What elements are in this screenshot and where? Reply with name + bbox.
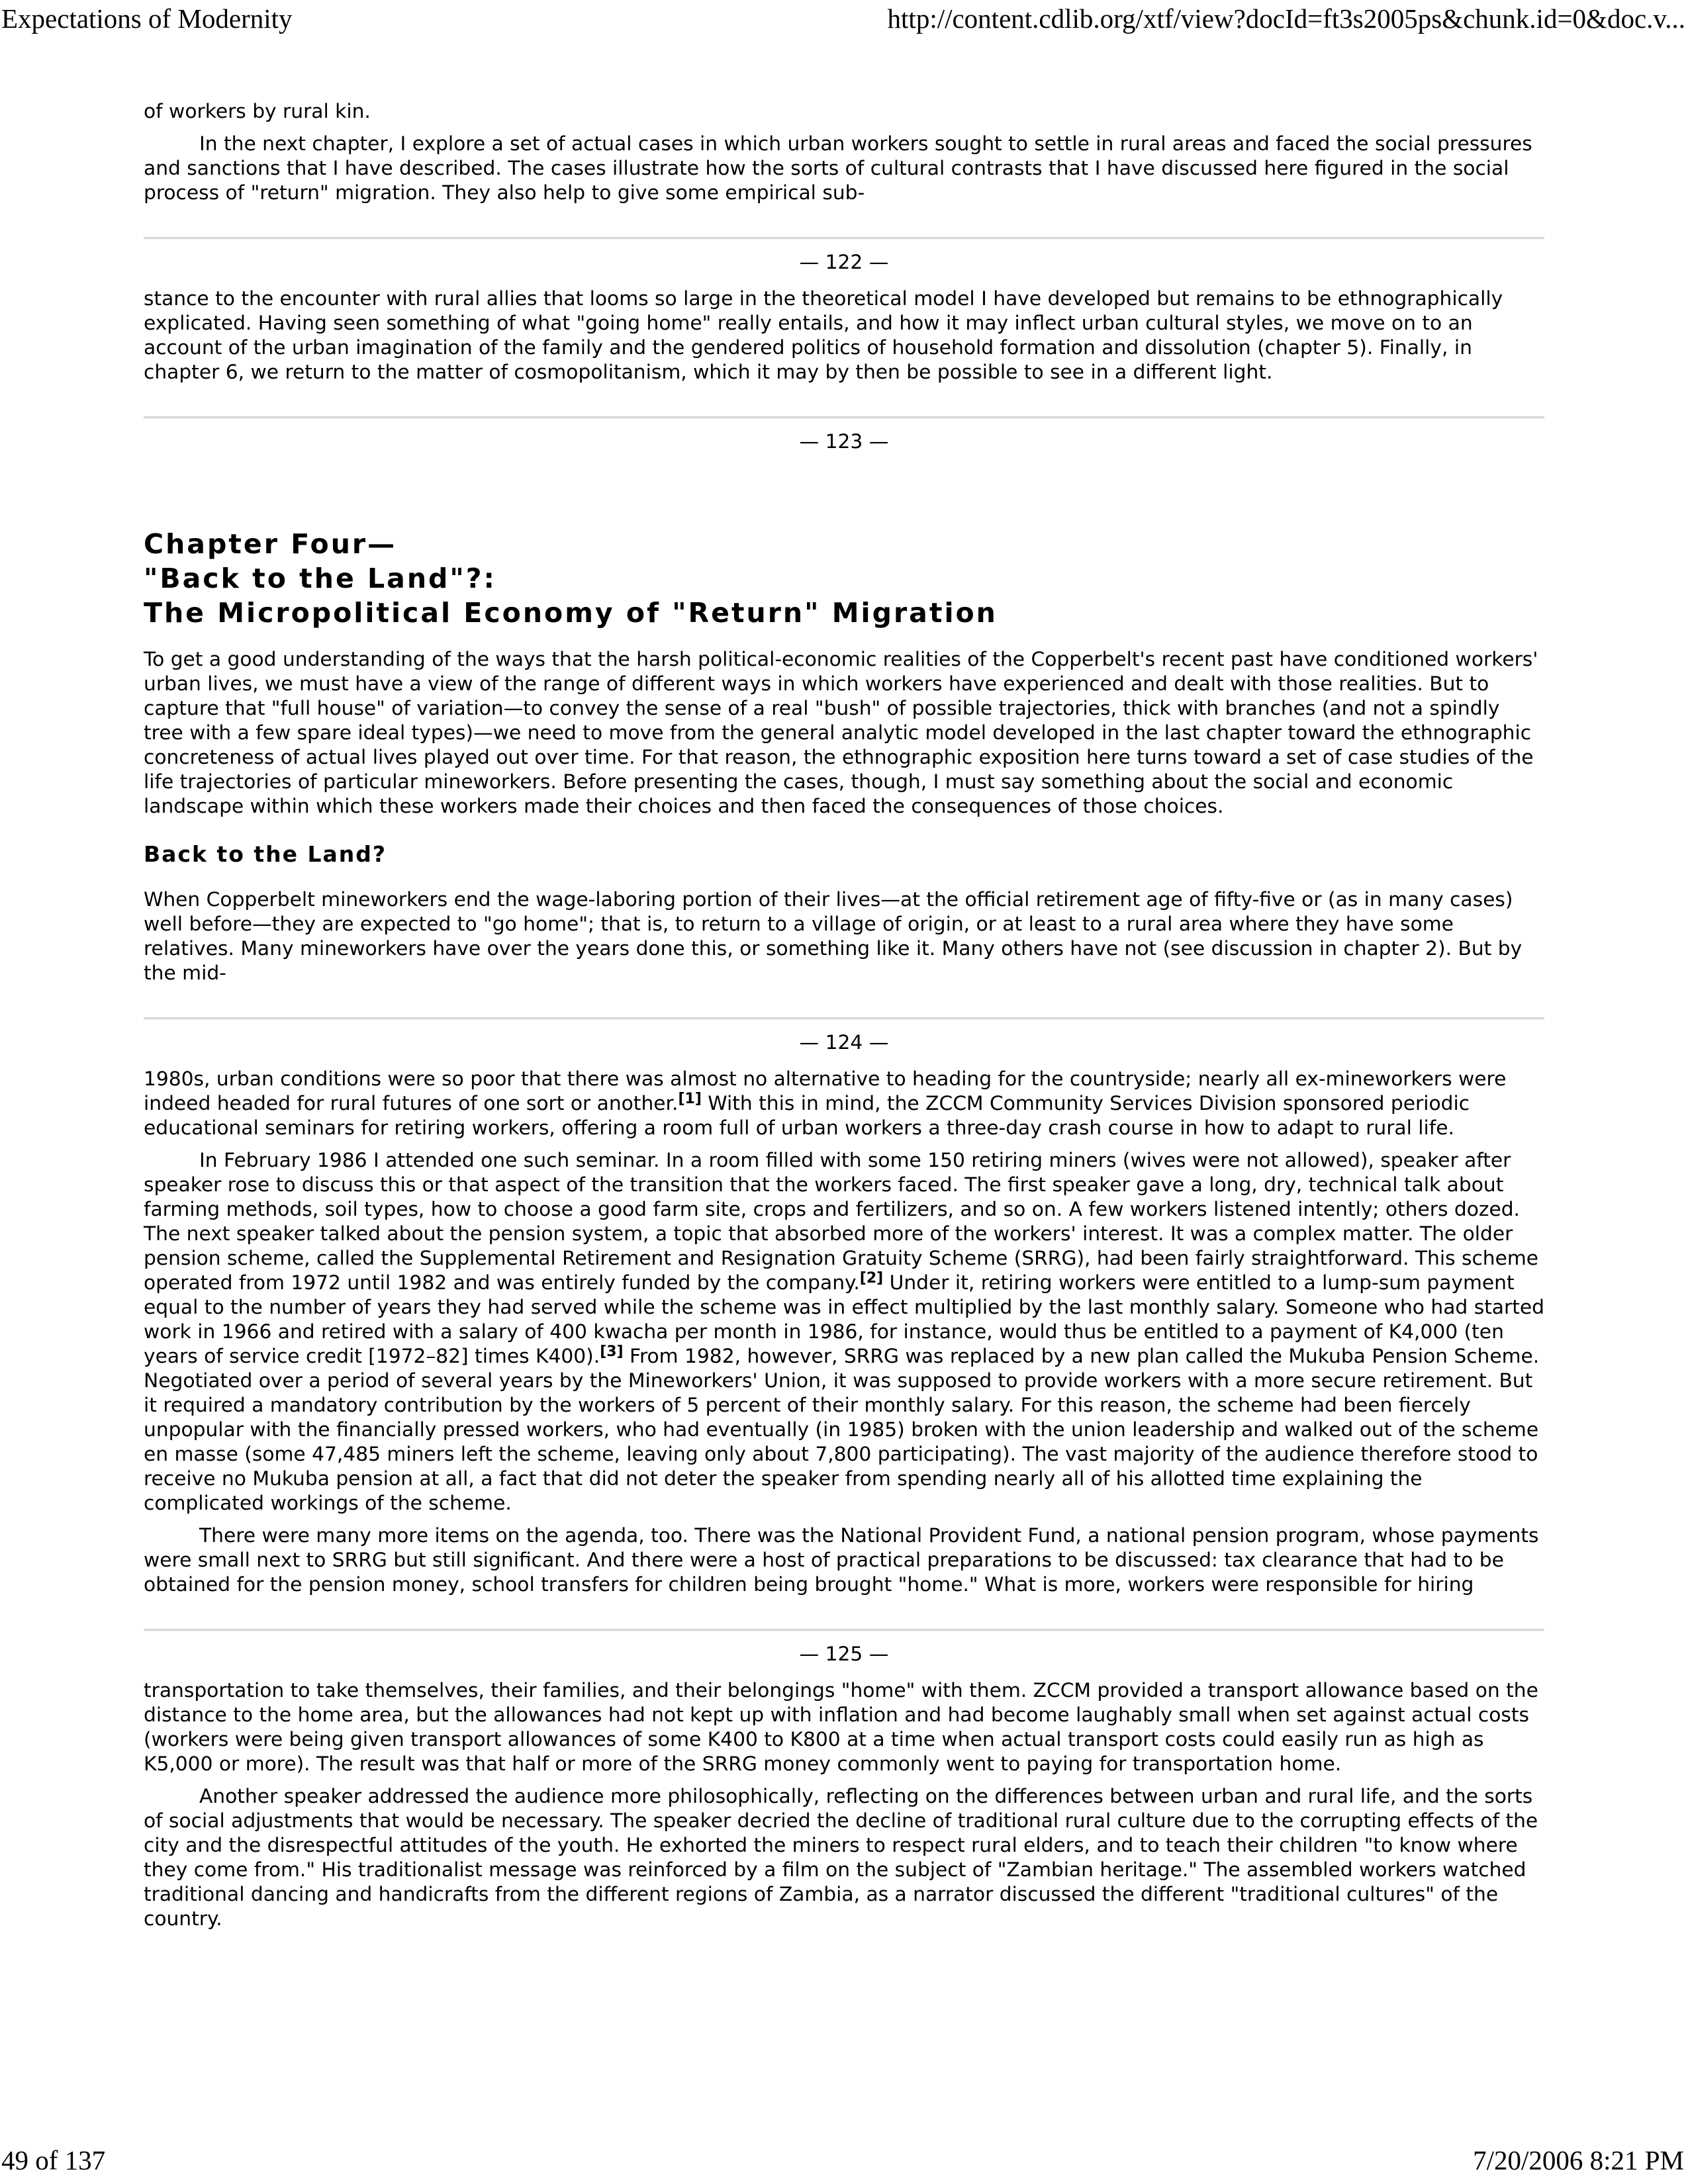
paragraph: When Copperbelt mineworkers end the wage-laboring portion of their lives—at the official retirement age of fifty-five or (as in many cases) well before—they are expected to "go home"; that is, to return to a village of origin, or at least to a rural area where they have some relatives. Many mineworkers have over the years done this, or something like it. Many others have not (see discussion in chapter 2). But by the mid-: [144, 888, 1523, 985]
footnote-link-1[interactable]: [1]: [678, 1091, 702, 1107]
document-title: Expectations of Modernity: [1, 3, 293, 34]
text-run: In February 1986 I attended one such seminar. In a room filled with some 150 retiring miners (wives were not allowed), speaker after speaker rose to discuss this or that aspect of the transition that the workers faced. The first speaker gave a long, dry, technical talk about farming methods, soil types, how to choose a good farm site, crops and fertilizers, and so on. A few workers listened intently; others dozed. The next speaker talked about the pension system, a topic that absorbed more of the workers' interest. It was a complex matter. The older pension scheme, called the Supplemental Retirement and Resignation Gratuity Scheme (SRRG), had been fairly straightforward. This scheme operated from 1972 until 1982 and was entirely funded by the company.: [144, 1149, 1539, 1295]
paragraph: transportation to take themselves, their families, and their belongings "home" with them. ZCCM provided a transport allowance based on the distance to the home area, but the allowances had not kept up with inflation and had become laughably small when set against actual costs (workers were being given transport allowances of some K400 to K800 at a time when actual transport costs could easily run as high as K5,000 or more). The result was that half or more of the SRRG money commonly went to paying for transportation home.: [144, 1679, 1538, 1776]
chapter-title-line: Chapter Four—: [144, 528, 397, 560]
section-heading: Back to the Land?: [144, 841, 387, 867]
page-marker-122: — 122 —: [799, 251, 889, 274]
page-marker-125: — 125 —: [799, 1643, 889, 1666]
print-datetime: 7/20/2006 8:21 PM: [1473, 2145, 1684, 2175]
paragraph: To get a good understanding of the ways that the harsh political-economic realities of the Copperbelt's recent past have conditioned workers' urban lives, we must have a view of the range of different ways in which workers have experienced and dealt with those realities. But to capture that "full house" of variation—to convey the sense of a real "bush" of possible trajectories, thick with branches (and not a spindly tree with a few spare ideal types)—we need to move from the general analytic model developed in the last chapter toward the ethnographic concreteness of actual lives played out over time. For that reason, the ethnographic exposition here turns toward a set of case studies of the life trajectories of particular mineworkers. Before presenting the cases, though, I must say something about the social and economic landscape within which these workers made their choices and then faced the consequences of those choices.: [144, 648, 1538, 818]
page-divider: [144, 1017, 1544, 1020]
browser-print-footer: [0, 2138, 1688, 2177]
footnote-link-3[interactable]: [3]: [600, 1343, 624, 1360]
paragraph: stance to the encounter with rural allies that looms so large in the theoretical model I have developed but remains to be ethnographically explicated. Having seen something of what "going home" really entails, and how it may inflect urban cultural styles, we move on to an account of the urban imagination of the family and the gendered politics of household formation and dissolution (chapter 5). Finally, in chapter 6, we return to the matter of cosmopolitanism, which it may by then be possible to see in a different light.: [144, 287, 1503, 384]
text-run: From 1982, however, SRRG was replaced by a new plan called the Mukuba Pension Scheme. Negotiated over a period of several years by the Mineworkers' Union, it was supposed to provide workers with a more secure retirement. But it required a mandatory contribution by the workers of 5 percent of their monthly salary. For this reason, the scheme had been fiercely unpopular with the financially pressed workers, who had eventually (in 1985) broken with the union leadership and walked out of the scheme en masse (some 47,485 miners left the scheme, leaving only about 7,800 participating). The vast majority of the audience therefore stood to receive no Mukuba pension at all, a fact that did not deter the speaker from spending nearly all of his allotted time explaining the complicated workings of the scheme.: [144, 1345, 1540, 1515]
page-divider: [144, 237, 1544, 240]
document-url: http://content.cdlib.org/xtf/view?docId=ft3s2005ps&chunk.id=0&doc.v...: [887, 3, 1685, 34]
paragraph: of workers by rural kin.: [144, 100, 371, 123]
paragraph: [144, 1148, 1544, 1516]
paragraph: [144, 1067, 1544, 1140]
chapter-title-line: The Micropolitical Economy of "Return" Migration: [144, 597, 998, 629]
page-marker-124: — 124 —: [799, 1031, 889, 1054]
footnote-link-2[interactable]: [2]: [859, 1270, 884, 1287]
chapter-title-line: "Back to the Land"?:: [144, 563, 496, 594]
chapter-title: [144, 527, 1544, 630]
text-run: 1980s, urban conditions were so poor that there was almost no alternative to heading for the countryside; nearly all ex-mineworkers were indeed headed for rural futures of one sort or another.: [144, 1068, 1507, 1115]
text-run: With this in mind, the ZCCM Community Services Division sponsored periodic educational seminars for retiring workers, offering a room full of urban workers a three-day crash course in how to adapt to rural life.: [144, 1092, 1470, 1140]
paragraph: In the next chapter, I explore a set of actual cases in which urban workers sought to settle in rural areas and faced the social pressures and sanctions that I have described. The cases illustrate how the sorts of cultural contrasts that I have discussed here figured in the social process of "return" migration. They also help to give some empirical sub-: [144, 132, 1532, 205]
browser-print-header: [0, 0, 1688, 40]
document-body: [144, 99, 1544, 1939]
text-run: Under it, retiring workers were entitled to a lump-sum payment equal to the number of years they had served while the scheme was in effect multiplied by the last monthly salary. Someone who had started work in 1966 and retired with a salary of 400 kwacha per month in 1986, for instance, would thus be entitled to a payment of K4,000 (ten years of service credit [1972–82] times K400).: [144, 1271, 1544, 1368]
page-counter: 49 of 137: [1, 2145, 106, 2175]
page-divider: [144, 1629, 1544, 1631]
paragraph: There were many more items on the agenda, too. There was the National Provident Fund, a national pension program, whose payments were small next to SRRG but still significant. And there were a host of practical preparations to be discussed: tax clearance that had to be obtained for the pension money, school transfers for children being brought "home." What is more, workers were responsible for hiring: [144, 1524, 1539, 1596]
paragraph: Another speaker addressed the audience more philosophically, reflecting on the differences between urban and rural life, and the sorts of social adjustments that would be necessary. The speaker decried the decline of traditional rural culture due to the corrupting effects of the city and the disrespectful attitudes of the youth. He exhorted the miners to respect rural elders, and to teach their children "to know where they come from." His traditionalist message was reinforced by a film on the subject of "Zambian heritage." The assembled workers watched traditional dancing and handicrafts from the different regions of Zambia, as a narrator discussed the different "traditional cultures" of the country.: [144, 1785, 1538, 1931]
page-divider: [144, 416, 1544, 419]
page-marker-123: — 123 —: [799, 430, 889, 453]
